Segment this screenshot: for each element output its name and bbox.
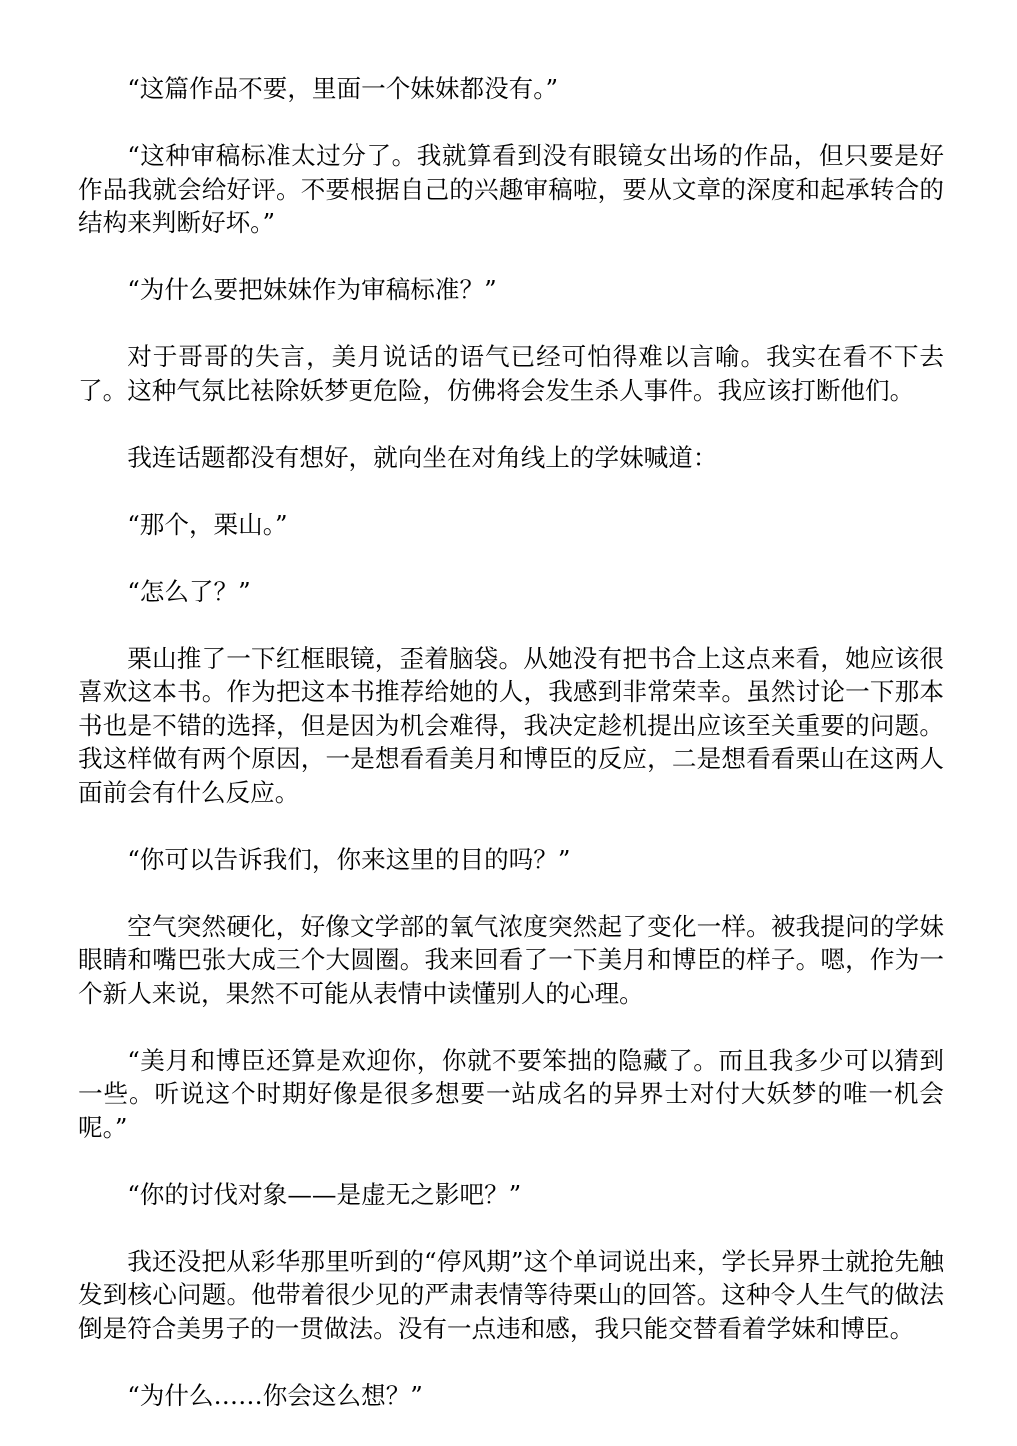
paragraph: “你可以告诉我们，你来这里的目的吗？” xyxy=(127,844,571,874)
paragraph: 栗山推了一下红框眼镜，歪着脑袋。从她没有把书合上这点来看，她应该很喜欢这本书。作为把这本书推荐给她的人，我感到非常荣幸。虽然讨论一下那本书也是不错的选择，但是因为机会难得，我决定趁机提出应该至关重要的问题。我这样做有两个原因，一是想看看美月和博臣的反应，二是想看看栗山在这两人面前会有什么反应。 xyxy=(78,643,944,807)
document-page xyxy=(78,72,944,1446)
paragraph: 我连话题都没有想好，就向坐在对角线上的学妹喊道： xyxy=(127,442,718,472)
paragraph: 我还没把从彩华那里听到的“停风期”这个单词说出来，学长异界士就抢先触发到核心问题。他带着很少见的严肃表情等待栗山的回答。这种令人生气的做法倒是符合美男子的一贯做法。没有一点违和感，我只能交替看着学妹和博臣。 xyxy=(78,1246,944,1343)
paragraph: “那个，栗山。” xyxy=(127,509,288,539)
paragraph: “怎么了？” xyxy=(127,576,251,606)
paragraph: 空气突然硬化，好像文学部的氧气浓度突然起了变化一样。被我提问的学妹眼睛和嘴巴张大成三个大圆圈。我来回看了一下美月和博臣的样子。嗯，作为一个新人来说，果然不可能从表情中读懂别人的心理。 xyxy=(78,911,944,1008)
paragraph: “为什么要把妹妹作为审稿标准？” xyxy=(127,275,497,304)
paragraph: 对于哥哥的失言，美月说话的语气已经可怕得难以言喻。我实在看不下去了。这种气氛比袪除妖梦更危险，仿佛将会发生杀人事件。我应该打断他们。 xyxy=(78,342,944,405)
paragraph: “这种审稿标准太过分了。我就算看到没有眼镜女出场的作品，但只要是好作品我就会给好评。不要根据自己的兴趣审稿啦，要从文章的深度和起承转合的结构来判断好坏。” xyxy=(78,141,944,237)
paragraph: “这篇作品不要，里面一个妹妹都没有。” xyxy=(127,74,559,103)
paragraph: “你的讨伐对象——是虚无之影吧？” xyxy=(127,1179,522,1209)
paragraph: “美月和博臣还算是欢迎你，你就不要笨拙的隐藏了。而且我多少可以猜到一些。听说这个时期好像是很多想要一站成名的异界士对付大妖梦的唯一机会呢。” xyxy=(78,1045,944,1142)
paragraph: “为什么……你会这么想？” xyxy=(127,1380,423,1410)
